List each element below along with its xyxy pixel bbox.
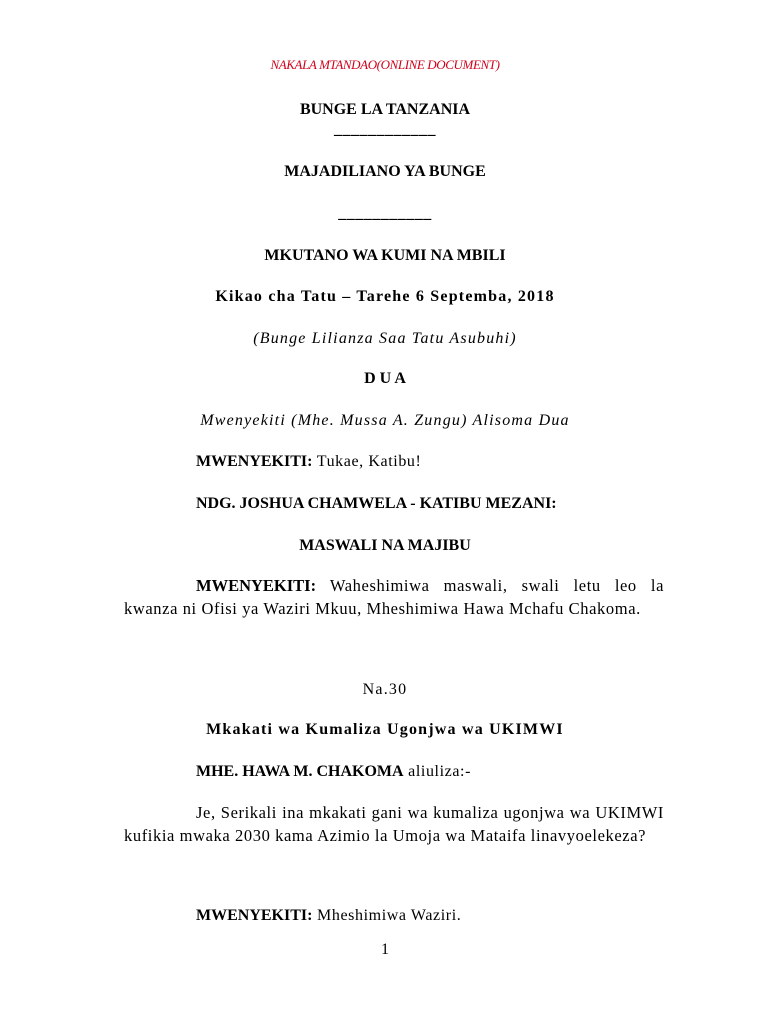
speaker-name: MWENYEKITI: [196,907,313,924]
proceedings-title: MAJADILIANO YA BUNGE [284,163,486,180]
question-text: Je, Serikali ina mkakati gani wa kumaliza ugonjwa wa UKIMWI kufikia mwaka 2030 kama Azimio la Umoja wa Mataifa linavyoelekeza? [124,803,664,845]
question-title: Mkakati wa Kumaliza Ugonjwa wa UKIMWI [206,721,564,738]
online-document-note: NAKALA MTANDAO(ONLINE DOCUMENT) [270,57,500,72]
page-number: 1 [381,941,389,958]
statement-text: aliuliza:- [403,763,472,780]
separator-line: ___________ [338,205,432,222]
meeting-title: MKUTANO WA KUMI NA MBILI [264,247,506,264]
statement-text: Tukae, Katibu! [312,453,422,470]
statement-text: Waheshimiwa maswali, swali letu leo la kwanza ni Ofisi ya Waziri Mkuu, Mheshimiwa Hawa Mchafu Chakoma. [124,576,664,618]
section-heading: MASWALI NA MAJIBU [299,537,471,554]
chair-statement [124,574,664,620]
chair-statement [196,452,421,472]
question-number: Na.30 [362,681,408,698]
asker-line [196,762,471,782]
prayer-line: Mwenyekiti (Mhe. Mussa A. Zungu) Alisoma Dua [200,412,570,429]
chair-statement [196,906,461,926]
parliament-title: BUNGE LA TANZANIA [299,101,471,118]
session-line: Kikao cha Tatu – Tarehe 6 Septemba, 2018 [215,288,555,305]
speaker-name: MWENYEKITI: [196,453,313,470]
speaker-name: MWENYEKITI: [196,576,317,595]
statement-text: Mheshimiwa Waziri. [312,907,462,924]
separator-line: ____________ [334,121,436,138]
speaker-name: MHE. HAWA M. CHAKOMA [196,763,404,780]
clerk-line: NDG. JOSHUA CHAMWELA - KATIBU MEZANI: [196,495,557,512]
prayer-heading: D U A [364,370,406,387]
start-time-note: (Bunge Lilianza Saa Tatu Asubuhi) [253,330,517,347]
